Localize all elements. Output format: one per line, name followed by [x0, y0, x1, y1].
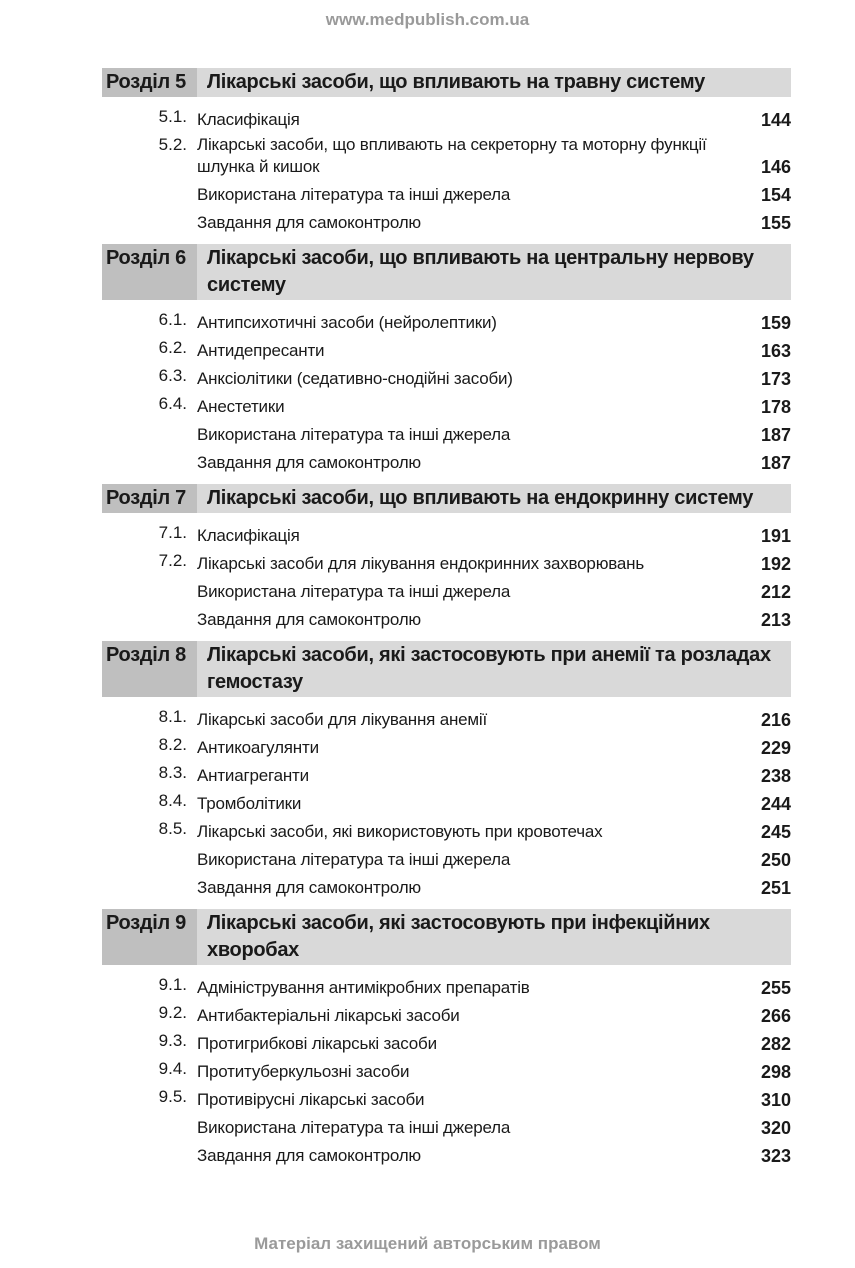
entry-page-number: 187	[760, 453, 791, 473]
toc-entry[interactable]	[102, 759, 791, 787]
toc-entry[interactable]	[102, 206, 791, 234]
entry-page-number: 173	[760, 369, 791, 389]
entry-page-number: 144	[760, 110, 791, 130]
toc-entry[interactable]	[102, 575, 791, 603]
entry-number: 6.2.	[158, 338, 187, 357]
entry-number: 9.2.	[158, 1003, 187, 1022]
entry-title: Використана література та інші джерела	[197, 425, 511, 444]
entry-title: Анксіолітики (седативно-снодійні засоби)	[197, 369, 513, 388]
entry-page-number: 310	[760, 1090, 791, 1110]
toc-entry[interactable]	[102, 815, 791, 843]
toc-entry[interactable]	[102, 446, 791, 474]
toc-entry[interactable]	[102, 362, 791, 390]
entry-page-number: 282	[760, 1034, 791, 1054]
chapter-heading	[102, 244, 791, 300]
chapter-section	[102, 244, 791, 474]
chapter-section	[102, 909, 791, 1167]
toc-entry[interactable]	[102, 334, 791, 362]
entry-number: 5.1.	[158, 107, 187, 126]
entry-page-number: 212	[760, 582, 791, 602]
entry-number: 7.2.	[158, 551, 187, 570]
entry-number: 5.2.	[158, 135, 187, 154]
chapter-section	[102, 68, 791, 234]
toc-entry[interactable]	[102, 390, 791, 418]
entry-title: Протигрибкові лікарські засоби	[197, 1034, 437, 1053]
entry-title: Антибактеріальні лікарські засоби	[197, 1006, 460, 1025]
chapter-heading	[102, 68, 791, 97]
entry-number: 8.1.	[158, 707, 187, 726]
entry-page-number: 245	[760, 822, 791, 842]
entry-number: 6.1.	[158, 310, 187, 329]
chapter-heading	[102, 909, 791, 965]
toc-entry[interactable]	[102, 519, 791, 547]
toc-entry[interactable]	[102, 418, 791, 446]
entry-page-number: 159	[760, 313, 791, 333]
toc-entry[interactable]	[102, 843, 791, 871]
entry-title: Класифікація	[197, 110, 300, 129]
toc-entry[interactable]	[102, 1111, 791, 1139]
entry-page-number: 298	[760, 1062, 791, 1082]
chapter-label: Розділ 8	[102, 641, 197, 697]
entry-title: Лікарські засоби для лікування анемії	[197, 710, 487, 729]
toc-entry[interactable]	[102, 103, 791, 131]
chapter-title: Лікарські засоби, що впливають на травну систему	[207, 71, 705, 93]
chapter-label: Розділ 5	[102, 68, 197, 97]
entry-page-number: 192	[760, 554, 791, 574]
toc-entry[interactable]	[102, 787, 791, 815]
chapter-section	[102, 641, 791, 899]
entry-number: 7.1.	[158, 523, 187, 542]
entry-title: Адміністрування антимікробних препаратів	[197, 978, 530, 997]
toc-entry[interactable]	[102, 731, 791, 759]
toc-entry[interactable]	[102, 306, 791, 334]
entry-page-number: 250	[760, 850, 791, 870]
entry-title: Використана література та інші джерела	[197, 850, 511, 869]
site-url-header: www.medpublish.com.ua	[325, 10, 530, 29]
entry-title: Завдання для самоконтролю	[197, 213, 421, 232]
entry-number: 6.3.	[158, 366, 187, 385]
chapter-title: Лікарські засоби, що впливають на ендокринну систему	[207, 487, 754, 509]
toc-entry[interactable]	[102, 703, 791, 731]
entry-page-number: 154	[760, 185, 791, 205]
entry-title: Використана література та інші джерела	[197, 1118, 511, 1137]
entry-number: 8.3.	[158, 763, 187, 782]
entry-page-number: 155	[760, 213, 791, 233]
chapter-label: Розділ 9	[102, 909, 197, 965]
chapter-heading	[102, 484, 791, 513]
toc-entry[interactable]	[102, 547, 791, 575]
entry-number: 8.2.	[158, 735, 187, 754]
entry-number: 6.4.	[158, 394, 187, 413]
chapter-title: Лікарські засоби, які застосовують при інфекційних хворобах	[207, 912, 710, 961]
entry-page-number: 266	[760, 1006, 791, 1026]
chapter-title: Лікарські засоби, що впливають на центральну нервову систему	[207, 247, 754, 296]
entry-title: Завдання для самоконтролю	[197, 610, 421, 629]
toc-entry[interactable]	[102, 1139, 791, 1167]
entry-page-number: 251	[760, 878, 791, 898]
entry-title: Використана література та інші джерела	[197, 582, 511, 601]
toc-entry[interactable]	[102, 178, 791, 206]
entry-title: Антидепресанти	[197, 341, 325, 360]
entry-number: 8.4.	[158, 791, 187, 810]
entry-page-number: 213	[760, 610, 791, 630]
toc-entry[interactable]	[102, 131, 791, 178]
entry-title: Протитуберкульозні засоби	[197, 1062, 410, 1081]
entry-title: Антипсихотичні засоби (нейролептики)	[197, 313, 497, 332]
entry-page-number: 229	[760, 738, 791, 758]
table-of-contents	[102, 68, 791, 1177]
toc-entry[interactable]	[102, 971, 791, 999]
entry-title: Антикоагулянти	[197, 738, 319, 757]
chapter-label: Розділ 6	[102, 244, 197, 300]
entry-title: Завдання для самоконтролю	[197, 878, 421, 897]
chapter-heading	[102, 641, 791, 697]
chapter-title: Лікарські засоби, які застосовують при анемії та розладах гемостазу	[207, 644, 771, 693]
entry-page-number: 163	[760, 341, 791, 361]
entry-page-number: 323	[760, 1146, 791, 1166]
entry-page-number: 146	[760, 157, 791, 177]
entry-page-number: 187	[760, 425, 791, 445]
entry-page-number: 216	[760, 710, 791, 730]
entry-page-number: 178	[760, 397, 791, 417]
toc-entry[interactable]	[102, 999, 791, 1027]
entry-page-number: 191	[760, 526, 791, 546]
toc-entry[interactable]	[102, 871, 791, 899]
toc-entry[interactable]	[102, 1027, 791, 1055]
toc-entry[interactable]	[102, 1083, 791, 1111]
entry-page-number: 320	[760, 1118, 791, 1138]
entry-number: 8.5.	[158, 819, 187, 838]
entry-title: Лікарські засоби, які використовують при кровотечах	[197, 822, 603, 841]
entry-page-number: 255	[760, 978, 791, 998]
entry-title: Завдання для самоконтролю	[197, 1146, 421, 1165]
entry-title: Завдання для самоконтролю	[197, 453, 421, 472]
entry-title: Тромболітики	[197, 794, 302, 813]
entry-title: Використана література та інші джерела	[197, 185, 511, 204]
chapter-section	[102, 484, 791, 631]
entry-title: Лікарські засоби для лікування ендокринних захворювань	[197, 554, 644, 573]
entry-number: 9.4.	[158, 1059, 187, 1078]
entry-title: Класифікація	[197, 526, 300, 545]
copyright-footer: Матеріал захищений авторським правом	[254, 1234, 601, 1253]
entry-number: 9.1.	[158, 975, 187, 994]
entry-title: Противірусні лікарські засоби	[197, 1090, 425, 1109]
entry-page-number: 244	[760, 794, 791, 814]
toc-entry[interactable]	[102, 603, 791, 631]
entry-page-number: 238	[760, 766, 791, 786]
entry-title: Анестетики	[197, 397, 285, 416]
entry-number: 9.3.	[158, 1031, 187, 1050]
entry-number: 9.5.	[158, 1087, 187, 1106]
chapter-label: Розділ 7	[102, 484, 197, 513]
entry-title: Антиагреганти	[197, 766, 309, 785]
toc-entry[interactable]	[102, 1055, 791, 1083]
entry-title: Лікарські засоби, що впливають на секреторну та моторну функції шлунка й кишок	[197, 135, 707, 176]
